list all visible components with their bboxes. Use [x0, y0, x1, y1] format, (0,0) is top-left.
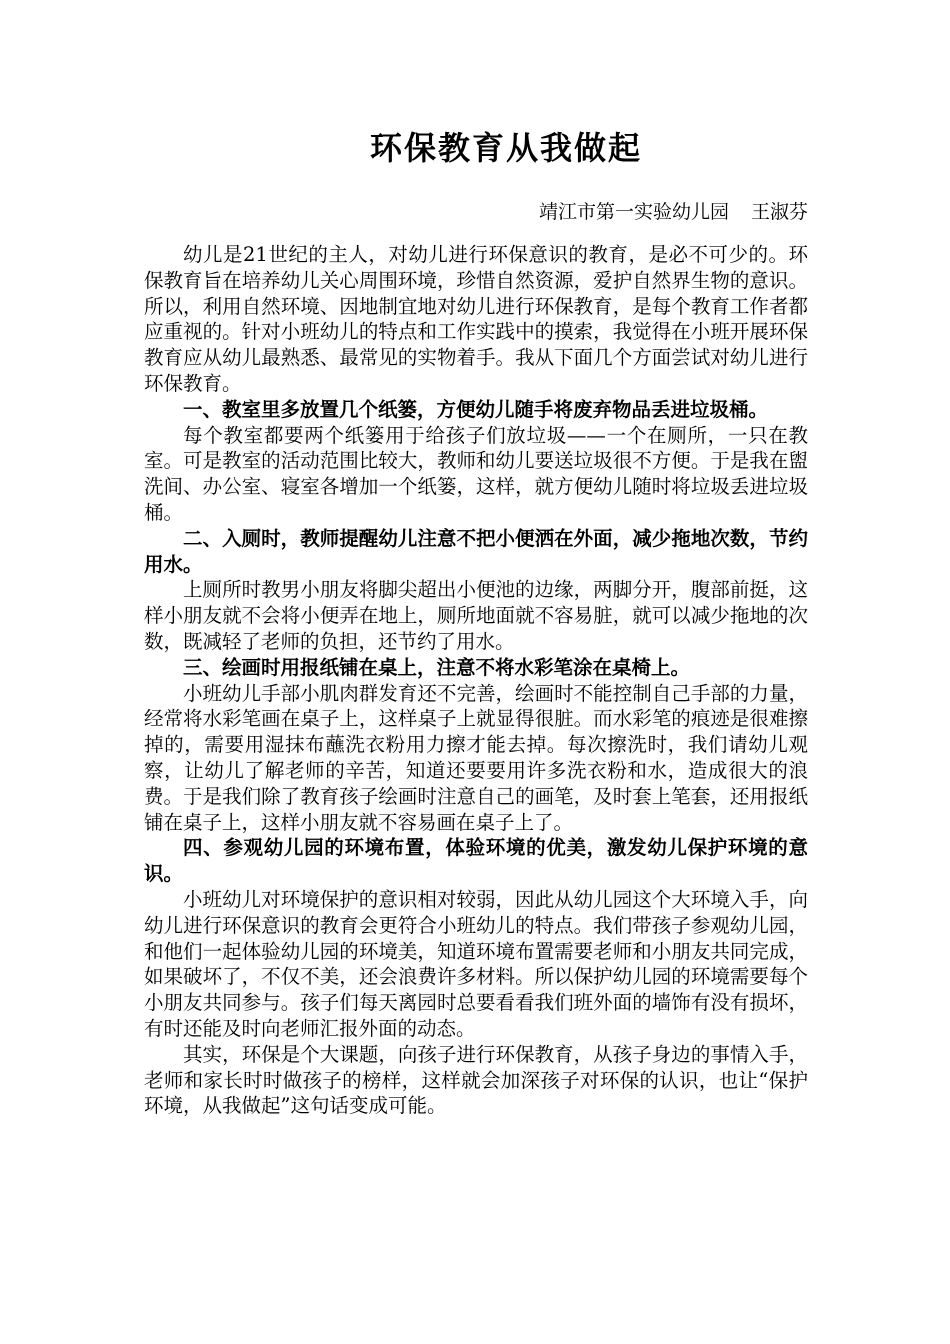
- body-paragraph: 小班幼儿对环境保护的意识相对较弱，因此从幼儿园这个大环境入手，向幼儿进行环保意识的教育会更符合小班幼儿的特点。我们带孩子参观幼儿园，和他们一起体验幼儿园的环境美，知道环境布置需要老师和小朋友共同完成，如果破坏了，不仅不美，还会浪费许多材料。所以保护幼儿园的环境需要每个小朋友共同参与。孩子们每天离园时总要看看我们班外面的墙饰有没有损坏，有时还能及时向老师汇报外面的动态。: [144, 887, 808, 1040]
- document-page: [144, 124, 808, 1119]
- section-heading: 一、教室里多放置几个纸篓，方便幼儿随手将废弃物品丢进垃圾桶。: [183, 397, 769, 421]
- body-paragraph: 小班幼儿手部小肌肉群发育还不完善，绘画时不能控制自己手部的力量，经常将水彩笔画在桌子上，这样桌子上就显得很脏。而水彩笔的痕迹是很难擦掉的，需要用湿抹布蘸洗衣粉用力擦才能去掉。每次擦洗时，我们请幼儿观察，让幼儿了解老师的辛苦，知道还要要用许多洗衣粉和水，造成很大的浪费。于是我们除了教育孩子绘画时注意自己的画笔，及时套上笔套，还用报纸铺在桌子上，这样小朋友就不容易画在桌子上了。: [144, 681, 808, 834]
- author-organization: 靖江市第一实验幼儿园: [538, 201, 729, 223]
- author-line: [144, 196, 808, 228]
- body-paragraph: 幼儿是21世纪的主人，对幼儿进行环保意识的教育，是必不可少的。环保教育旨在培养幼儿关心周围环境，珍惜自然资源，爱护自然界生物的意识。所以，利用自然环境、因地制宜地对幼儿进行环保教育，是每个教育工作者都应重视的。针对小班幼儿的特点和工作实践中的摸索，我觉得在小班开展环保教育应从幼儿最熟悉、最常见的实物着手。我从下面几个方面尝试对幼儿进行环保教育。: [144, 243, 808, 395]
- document-title: 环保教育从我做起: [369, 129, 642, 167]
- body-paragraph: 每个教室都要两个纸篓用于给孩子们放垃圾——一个在厕所，一只在教室。可是教室的活动范围比较大，教师和幼儿要送垃圾很不方便。于是我在盥洗间、办公室、寝室各增加一个纸篓，这样，就方便幼儿随时将垃圾丢进垃圾桶。: [144, 423, 808, 524]
- section-heading: 三、绘画时用报纸铺在桌上，注意不将水彩笔涂在桌椅上。: [183, 655, 691, 679]
- article-body: [144, 242, 808, 1119]
- author-name: 王淑芬: [750, 201, 808, 223]
- body-paragraph: 其实，环保是个大课题，向孩子进行环保教育，从孩子身边的事情入手，老师和家长时时做孩子的榜样，这样就会加深孩子对环保的认识，也让“保护环境，从我做起”这句话变成可能。: [144, 1042, 808, 1118]
- section-heading: 二、入厕时，教师提醒幼儿注意不把小便洒在外面，减少拖地次数，节约用水。: [144, 526, 808, 576]
- body-paragraph: 上厕所时教男小朋友将脚尖超出小便池的边缘，两脚分开，腹部前挺，这样小朋友就不会将小便弄在地上，厕所地面就不容易脏，就可以减少拖地的次数，既减轻了老师的负担，还节约了用水。: [144, 578, 808, 653]
- section-heading: 四、参观幼儿园的环境布置，体验环境的优美，激发幼儿保护环境的意识。: [144, 836, 808, 886]
